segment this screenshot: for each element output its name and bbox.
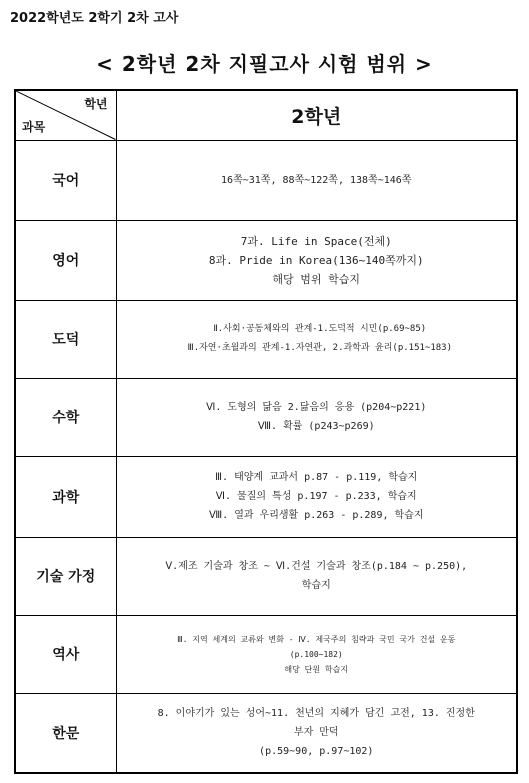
range-line: 8. 이야기가 있는 성어~11. 천년의 지혜가 담긴 고전, 13. 진정한 bbox=[157, 708, 475, 720]
range-line: (p.100~182) bbox=[289, 649, 343, 659]
range-line: 8과. Pride in Korea(136~140쪽까지) bbox=[208, 253, 424, 267]
corner-grade-label: 학년 bbox=[84, 97, 108, 111]
range-cell bbox=[116, 693, 517, 773]
range-line: Ⅷ. 열과 우리생활 p.263 - p.289, 학습지 bbox=[209, 510, 424, 521]
range-line: Ⅵ. 물질의 특성 p.197 - p.233, 학습지 bbox=[215, 491, 417, 502]
table-header-row bbox=[15, 90, 517, 140]
range-cell bbox=[116, 300, 517, 378]
range-cell bbox=[116, 378, 517, 456]
table-row bbox=[15, 456, 517, 537]
range-cell bbox=[116, 615, 517, 693]
range-line: Ⅲ.자연·초월과의 관계-1.자연관, 2.과학과 윤리(p.151~183) bbox=[187, 343, 453, 353]
subject-cell: 과학 bbox=[15, 456, 116, 537]
range-line: 학습지 bbox=[301, 580, 331, 591]
range-line: 해당 범위 학습지 bbox=[272, 272, 361, 286]
range-cell bbox=[116, 220, 517, 300]
range-line: Ⅱ.사회·공동체와의 관계-1.도덕적 시민(p.69~85) bbox=[213, 324, 427, 334]
range-cell bbox=[116, 140, 517, 220]
page-title: < 2학년 2차 지필고사 시험 범위 > bbox=[96, 52, 433, 76]
range-line: 해당 단원 학습지 bbox=[284, 664, 349, 674]
subject-cell: 도덕 bbox=[15, 300, 116, 378]
range-line: Ⅲ. 태양계 교과서 p.87 - p.119, 학습지 bbox=[215, 472, 418, 483]
range-line: Ⅵ. 도형의 닮음 2.닮음의 응용 (p204~p221) bbox=[206, 402, 427, 413]
range-line: (p.59~90, p.97~102) bbox=[259, 746, 374, 758]
corner-subject-label: 과목 bbox=[22, 119, 46, 134]
table-row bbox=[15, 220, 517, 300]
subject-cell: 역사 bbox=[15, 615, 116, 693]
table-row bbox=[15, 378, 517, 456]
range-line: 부자 만덕 bbox=[293, 727, 339, 739]
exam-header: 2022학년도 2학기 2차 고사 bbox=[10, 11, 179, 26]
table-row bbox=[15, 693, 517, 773]
exam-range-table bbox=[14, 89, 518, 774]
subject-cell: 한문 bbox=[15, 693, 116, 773]
subject-cell: 영어 bbox=[15, 220, 116, 300]
range-line: Ⅲ. 지역 세계의 교류와 변화 - Ⅳ. 제국주의 침략과 국민 국가 건설 운동 bbox=[177, 634, 456, 644]
corner-cell bbox=[15, 90, 116, 140]
grade-heading: 2학년 bbox=[116, 90, 517, 140]
subject-cell: 국어 bbox=[15, 140, 116, 220]
range-line: 16쪽~31쪽, 88쪽~122쪽, 138쪽~146쪽 bbox=[221, 174, 412, 186]
range-line: Ⅴ.제조 기술과 창조 ~ Ⅵ.건설 기술과 창조(p.184 ~ p.250), bbox=[165, 561, 468, 572]
table-row bbox=[15, 615, 517, 693]
table-row bbox=[15, 140, 517, 220]
range-cell bbox=[116, 456, 517, 537]
table-row bbox=[15, 300, 517, 378]
table-row bbox=[15, 537, 517, 615]
subject-cell: 기술 가정 bbox=[15, 537, 116, 615]
range-cell bbox=[116, 537, 517, 615]
range-line: Ⅷ. 확률 (p243~p269) bbox=[257, 421, 375, 432]
subject-cell: 수학 bbox=[15, 378, 116, 456]
range-line: 7과. Life in Space(전체) bbox=[240, 234, 392, 248]
